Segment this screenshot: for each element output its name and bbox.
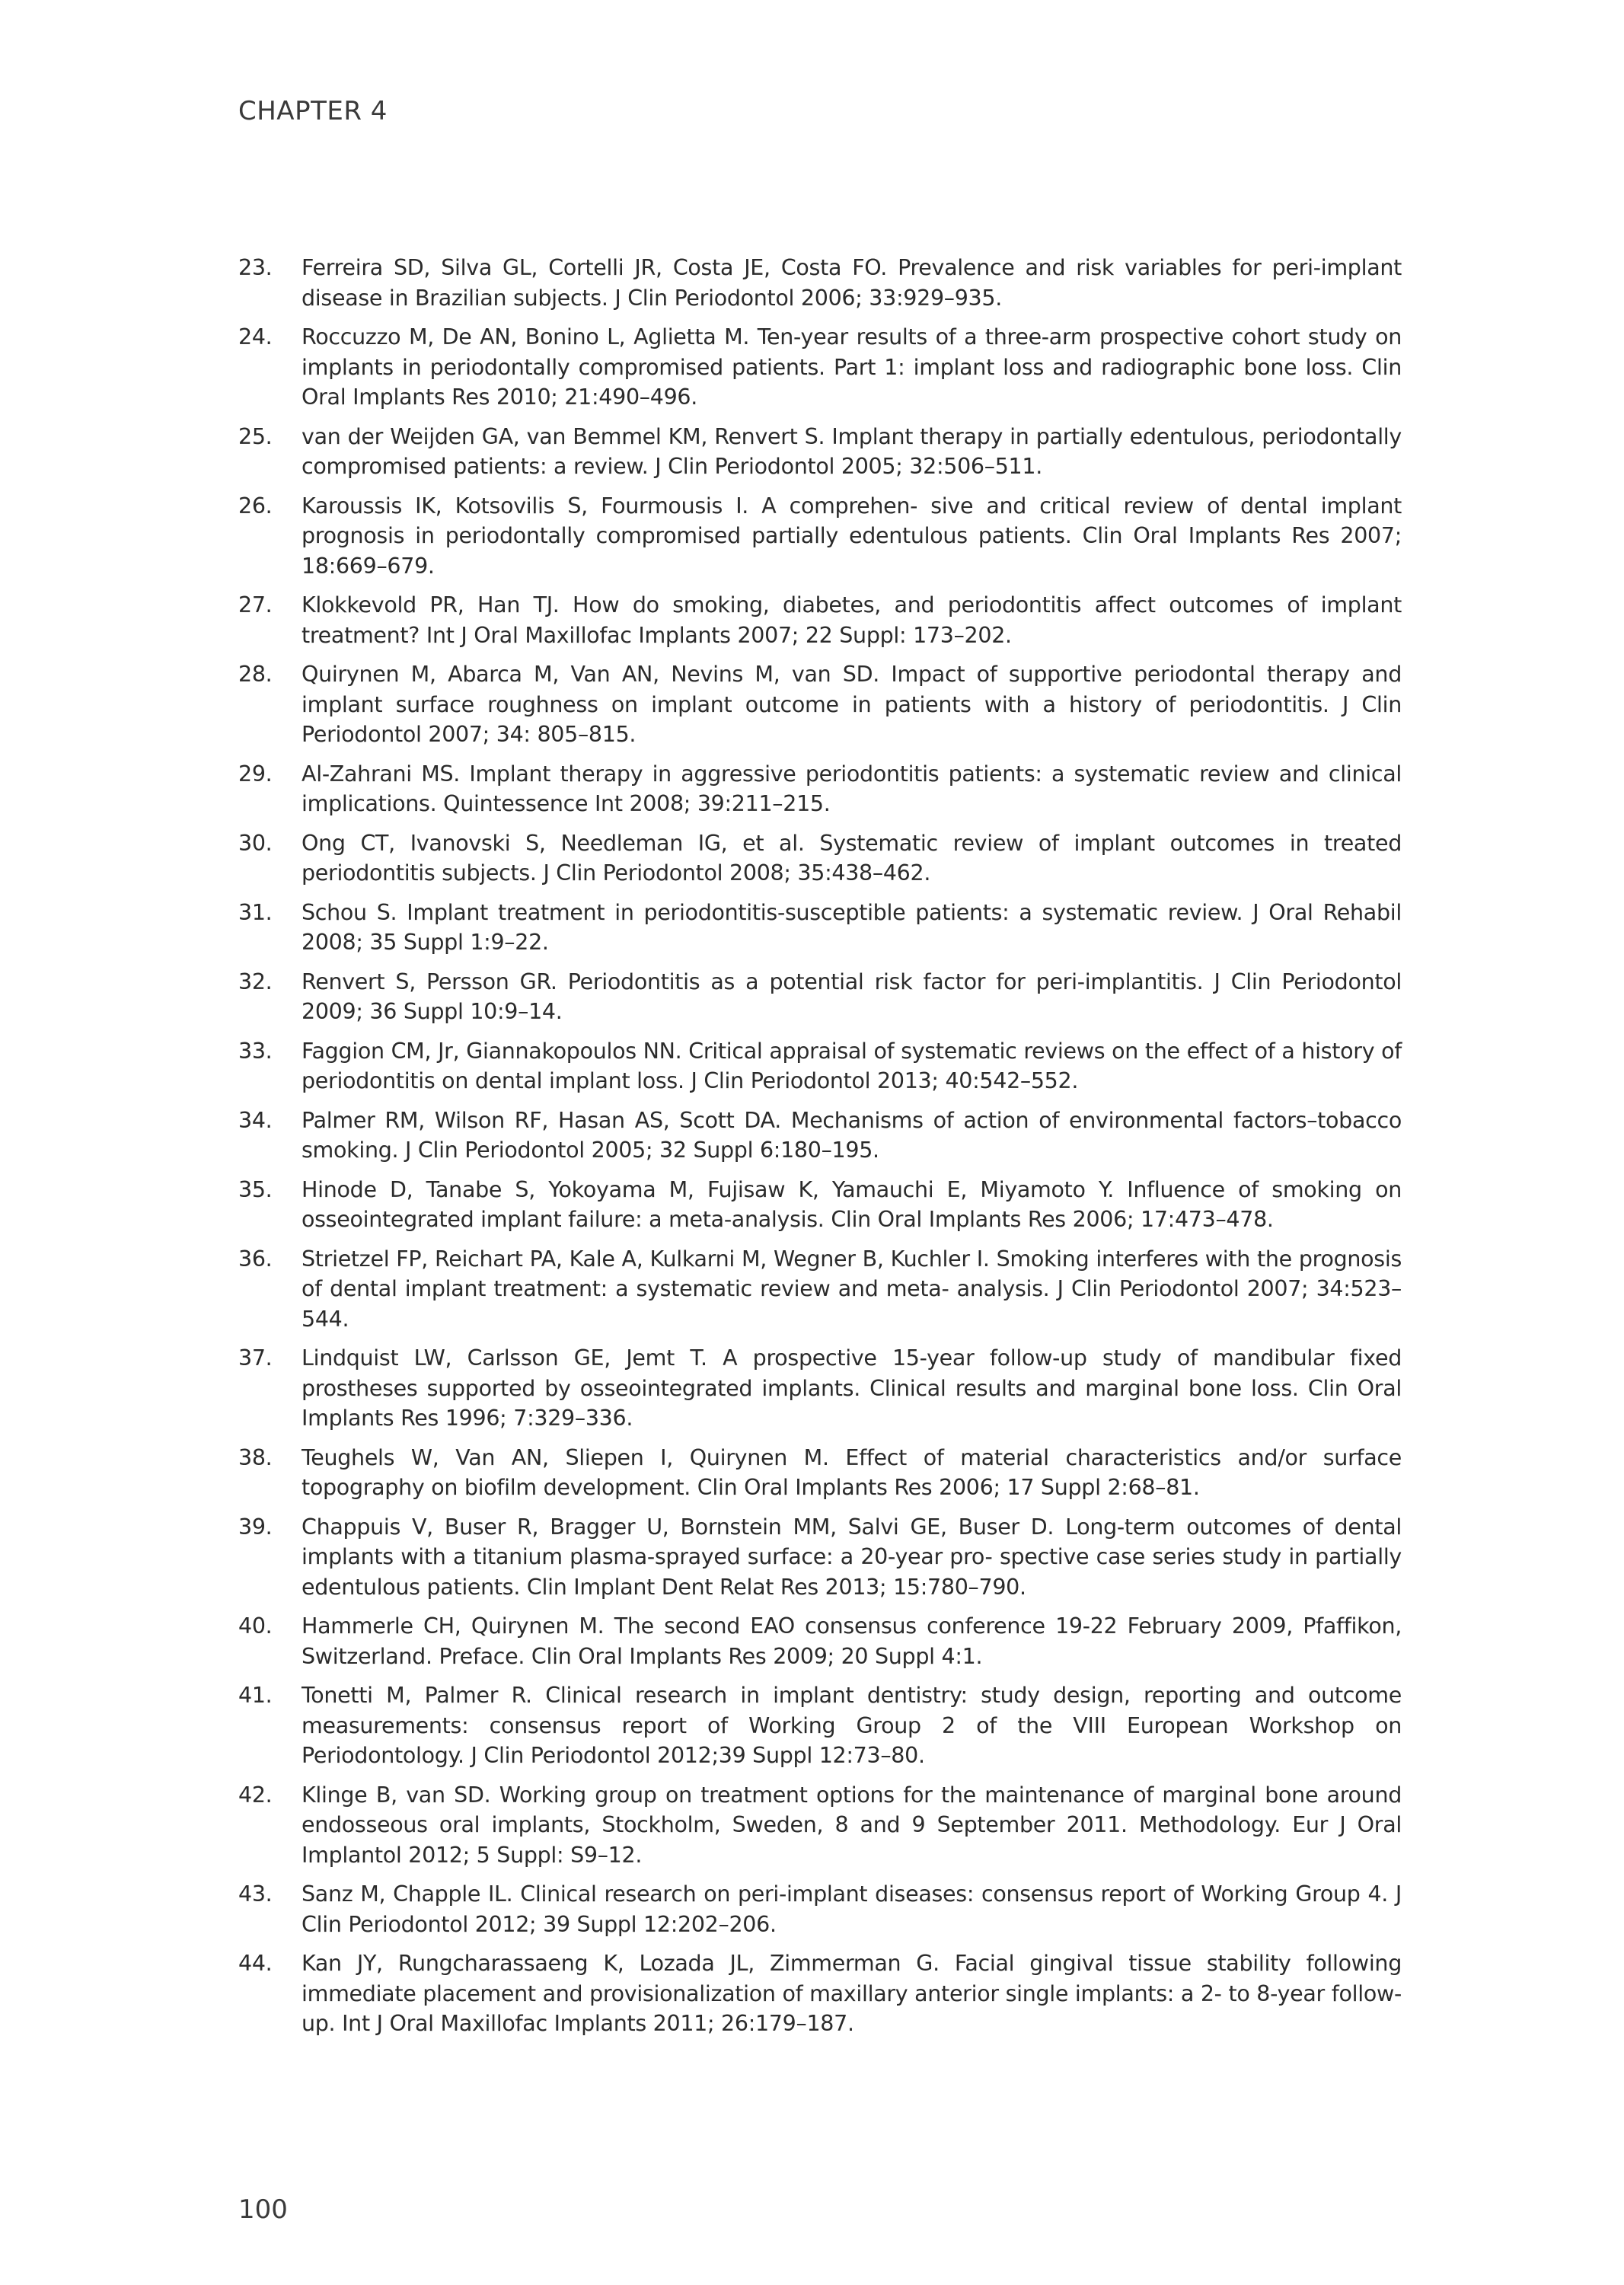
page-number: 100 (238, 2194, 288, 2225)
reference-item (238, 828, 1402, 889)
reference-item (238, 1611, 1402, 1671)
reference-item (238, 491, 1402, 582)
reference-number: 23. (238, 255, 273, 280)
reference-item (238, 1680, 1402, 1771)
reference-item (238, 1780, 1402, 1871)
reference-item (238, 422, 1402, 482)
reference-text: Strietzel FP, Reichart PA, Kale A, Kulkarni M, Wegner B, Kuchler I. Smoking interferes with the prognosis of dental implant treatment: a systematic review and meta- analysis. J Clin Periodontol 2007; 34:523–544. (302, 1246, 1402, 1332)
reference-list (238, 253, 1402, 2048)
reference-number: 27. (238, 592, 273, 618)
reference-item (238, 759, 1402, 819)
reference-text: Klinge B, van SD. Working group on treatment options for the maintenance of marginal bone around endosseous oral implants, Stockholm, Sweden, 8 and 9 September 2011. Methodology. Eur J Oral Implantol 2012; 5 Suppl: S9–12. (302, 1782, 1402, 1868)
reference-text: Ferreira SD, Silva GL, Cortelli JR, Costa JE, Costa FO. Prevalence and risk variables for peri-implant disease in Brazilian subjects. J Clin Periodontol 2006; 33:929–935. (302, 255, 1402, 311)
reference-text: Schou S. Implant treatment in periodontitis-susceptible patients: a systematic review. J Oral Rehabil 2008; 35 Suppl 1:9–22. (302, 899, 1402, 955)
reference-number: 39. (238, 1514, 273, 1540)
reference-number: 38. (238, 1444, 273, 1470)
reference-text: Roccuzzo M, De AN, Bonino L, Aglietta M. Ten-year results of a three-arm prospective cohort study on implants in periodontally compromised patients. Part 1: implant loss and radiographic bone loss. Clin Oral Implants Res 2010; 21:490–496. (302, 324, 1402, 410)
reference-text: van der Weijden GA, van Bemmel KM, Renvert S. Implant therapy in partially edentulous, periodontally compromised patients: a review. J Clin Periodontol 2005; 32:506–511. (302, 423, 1402, 479)
reference-number: 34. (238, 1107, 273, 1133)
chapter-heading: CHAPTER 4 (238, 96, 388, 126)
reference-number: 26. (238, 493, 273, 519)
reference-item (238, 1512, 1402, 1603)
reference-text: Teughels W, Van AN, Sliepen I, Quirynen M. Effect of material characteristics and/or surface topography on biofilm development. Clin Oral Implants Res 2006; 17 Suppl 2:68–81. (302, 1444, 1402, 1500)
reference-item (238, 590, 1402, 650)
reference-item (238, 1879, 1402, 1939)
reference-text: Lindquist LW, Carlsson GE, Jemt T. A prospective 15-year follow-up study of mandibular fixed prostheses supported by osseointegrated implants. Clinical results and marginal bone loss. Clin Oral Implants Res 1996; 7:329–336. (302, 1345, 1402, 1431)
reference-item (238, 898, 1402, 958)
reference-item (238, 1106, 1402, 1166)
reference-text: Hammerle CH, Quirynen M. The second EAO consensus conference 19-22 February 2009, Pfaffikon, Switzerland. Preface. Clin Oral Implants Res 2009; 20 Suppl 4:1. (302, 1613, 1402, 1669)
reference-number: 36. (238, 1246, 273, 1272)
reference-number: 25. (238, 423, 273, 449)
reference-item (238, 659, 1402, 750)
reference-text: Sanz M, Chapple IL. Clinical research on peri-implant diseases: consensus report of Working Group 4. J Clin Periodontol 2012; 39 Suppl 12:202–206. (302, 1881, 1402, 1937)
reference-number: 32. (238, 969, 273, 994)
reference-number: 28. (238, 662, 273, 687)
reference-number: 29. (238, 761, 273, 787)
reference-text: Tonetti M, Palmer R. Clinical research in implant dentistry: study design, reporting and outcome measurements: consensus report of Working Group 2 of the VIII European Workshop on Periodontology. J Clin Periodontol 2012;39 Suppl 12:73–80. (302, 1683, 1402, 1768)
reference-text: Karoussis IK, Kotsovilis S, Fourmousis I. A comprehen- sive and critical review of dental implant prognosis in periodontally compromised partially edentulous patients. Clin Oral Implants Res 2007; 18:669–679. (302, 493, 1402, 579)
reference-item (238, 967, 1402, 1027)
reference-number: 44. (238, 1951, 273, 1976)
reference-text: Chappuis V, Buser R, Bragger U, Bornstein MM, Salvi GE, Buser D. Long-term outcomes of dental implants with a titanium plasma-sprayed surface: a 20-year pro- spective case series study in partially edentulous patients. Clin Implant Dent Relat Res 2013; 15:780–790. (302, 1514, 1402, 1600)
reference-number: 40. (238, 1613, 273, 1639)
reference-text: Renvert S, Persson GR. Periodontitis as a potential risk factor for peri-implantitis. J Clin Periodontol 2009; 36 Suppl 10:9–14. (302, 969, 1402, 1024)
reference-item (238, 1175, 1402, 1235)
reference-item (238, 1948, 1402, 2039)
reference-text: Quirynen M, Abarca M, Van AN, Nevins M, van SD. Impact of supportive periodontal therapy and implant surface roughness on implant outcome in patients with a history of periodontitis. J Clin Periodontol 2007; 34: 805–815. (302, 662, 1402, 747)
reference-item (238, 1244, 1402, 1335)
reference-text: Al-Zahrani MS. Implant therapy in aggressive periodontitis patients: a systematic review and clinical implications. Quintessence Int 2008; 39:211–215. (302, 761, 1402, 816)
reference-number: 33. (238, 1038, 273, 1064)
reference-text: Kan JY, Rungcharassaeng K, Lozada JL, Zimmerman G. Facial gingival tissue stability following immediate placement and provisionalization of maxillary anterior single implants: a 2- to 8-year follow-up. Int J Oral Maxillofac Implants 2011; 26:179–187. (302, 1951, 1402, 2036)
reference-number: 37. (238, 1345, 273, 1371)
reference-text: Klokkevold PR, Han TJ. How do smoking, diabetes, and periodontitis affect outcomes of implant treatment? Int J Oral Maxillofac Implants 2007; 22 Suppl: 173–202. (302, 592, 1402, 648)
reference-item (238, 1036, 1402, 1096)
reference-number: 24. (238, 324, 273, 349)
reference-number: 42. (238, 1782, 273, 1808)
reference-text: Hinode D, Tanabe S, Yokoyama M, Fujisaw K, Yamauchi E, Miyamoto Y. Influence of smoking on osseointegrated implant failure: a meta-analysis. Clin Oral Implants Res 2006; 17:473–478. (302, 1176, 1402, 1232)
reference-number: 35. (238, 1176, 273, 1202)
reference-number: 30. (238, 830, 273, 856)
reference-text: Ong CT, Ivanovski S, Needleman IG, et al. Systematic review of implant outcomes in treated periodontitis subjects. J Clin Periodontol 2008; 35:438–462. (302, 830, 1402, 886)
reference-number: 41. (238, 1683, 273, 1708)
reference-number: 31. (238, 899, 273, 925)
reference-item (238, 253, 1402, 313)
reference-item (238, 1343, 1402, 1434)
reference-number: 43. (238, 1881, 273, 1907)
reference-text: Palmer RM, Wilson RF, Hasan AS, Scott DA. Mechanisms of action of environmental factors–tobacco smoking. J Clin Periodontol 2005; 32 Suppl 6:180–195. (302, 1107, 1402, 1163)
reference-item (238, 322, 1402, 413)
reference-item (238, 1443, 1402, 1503)
reference-text: Faggion CM, Jr, Giannakopoulos NN. Critical appraisal of systematic reviews on the effect of a history of periodontitis on dental implant loss. J Clin Periodontol 2013; 40:542–552. (302, 1038, 1402, 1093)
